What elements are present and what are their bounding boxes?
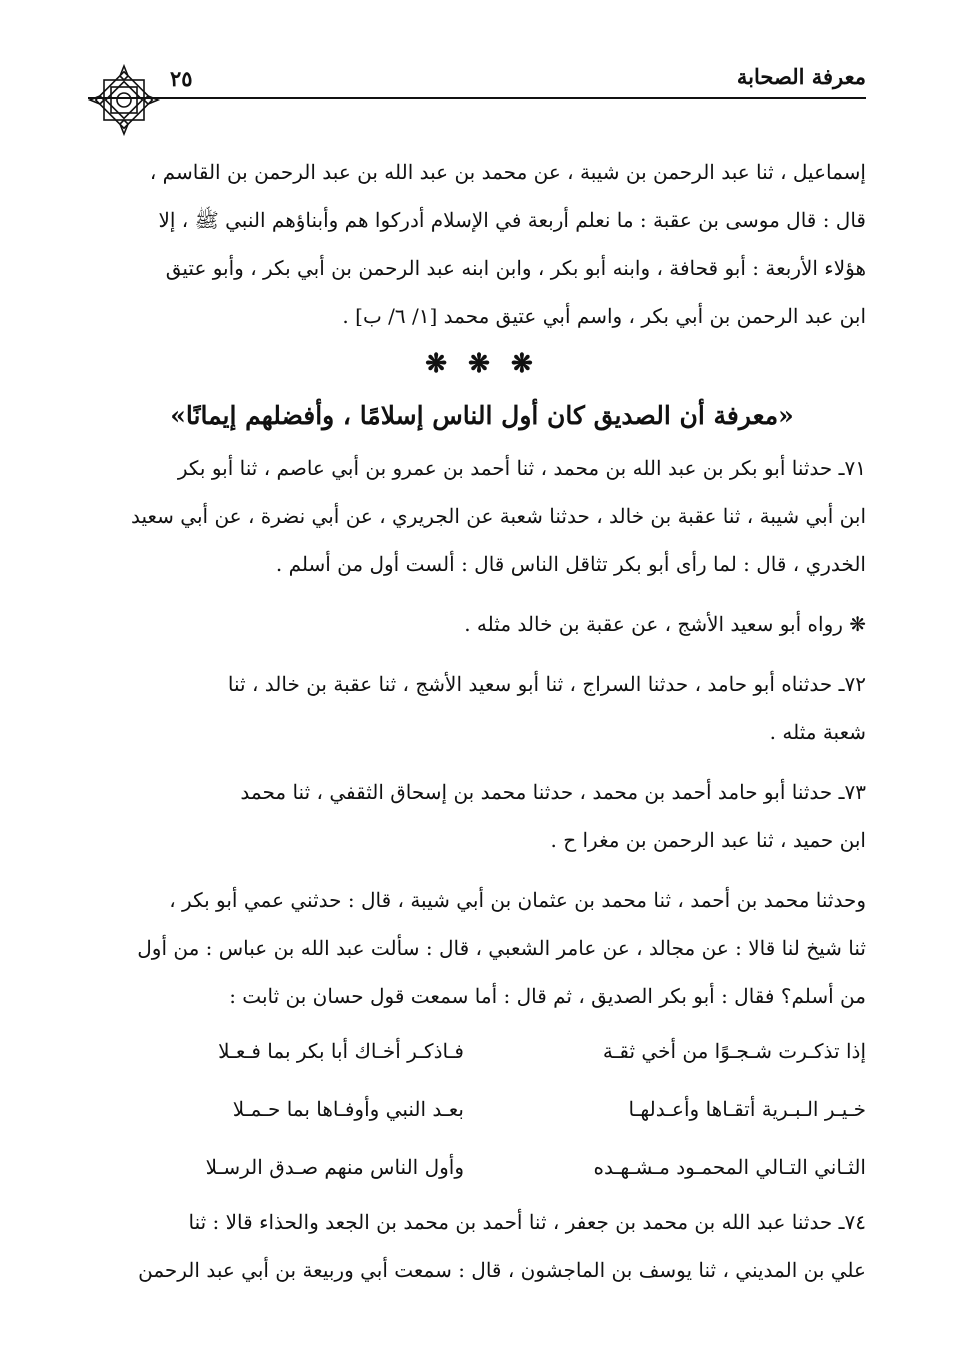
hadith-73-chain — [98, 876, 866, 1020]
verse-first-half: خـيـر الـبـرية أتقـاها وأعـدلهـا — [628, 1097, 866, 1121]
ornament-icon — [86, 62, 162, 138]
text-line: ٧١ـ حدثنا أبو بكر بن عبد الله بن محمد ، ثنا أحمد بن عمرو بن أبي عاصم ، ثنا أبو بكر — [177, 456, 866, 480]
text-line: الخدري ، قال : لما رأى أبو بكر تثاقل الناس قال : ألست أول من أسلم . — [275, 552, 866, 576]
text-line: هؤلاء الأربعة : أبو قحافة ، وابنه أبو بكر ، وابن ابنه عبد الرحمن بن أبي بكر ، وأبو عتيق — [165, 256, 866, 280]
verse-second-half: بعـد النبي وأوفـاها بما حـمـلا — [232, 1097, 464, 1121]
text-line: ابن عبد الرحمن بن أبي بكر ، واسم أبي عتيق محمد [١/ ٦/ ب] . — [342, 304, 866, 328]
hadith-73 — [98, 768, 866, 864]
hadith-74 — [98, 1198, 866, 1294]
section-heading: «معرفة أن الصديق كان أول الناس إسلامًا ، وأفضلهم إيمانًا» — [170, 401, 794, 430]
page-number: ٢٥ — [170, 66, 193, 91]
verse-second-half: فـاذكـر أخـاك أبا بكر بما فـعـلا — [218, 1039, 464, 1063]
hadith-71 — [98, 444, 866, 588]
text-line: ابن أبي شيبة ، ثنا عقبة بن خالد ، حدثنا شعبة عن الجريري ، عن أبي نضرة ، عن أبي سعيد — [131, 504, 866, 528]
poem-verse — [98, 1138, 866, 1196]
text-line: من أسلم؟ فقال : أبو بكر الصديق ، ثم قال : أما سمعت قول حسان بن ثابت : — [229, 984, 866, 1008]
hadith-72 — [98, 660, 866, 756]
text-line: ٧٤ـ حدثنا عبد الله بن محمد بن جعفر ، ثنا أحمد بن محمد بن الجعد والحذاء قالا : ثنا — [188, 1210, 866, 1234]
text-line: ابن حميد ، ثنا عبد الرحمن بن مغرا ح . — [550, 828, 866, 852]
poem — [98, 1022, 866, 1196]
text-line: شعبة مثله . — [769, 720, 866, 744]
header-rule — [88, 97, 866, 99]
text-line: ٧٣ـ حدثنا أبو حامد أحمد بن محمد ، حدثنا محمد بن إسحاق الثقفي ، ثنا محمد — [240, 780, 866, 804]
text-line: إسماعيل ، ثنا عبد الرحمن بن شيبة ، عن محمد بن عبد الله بن عبد الرحمن بن القاسم ، — [149, 160, 866, 184]
section-separator: ❋ ❋ ❋ — [425, 349, 539, 379]
verse-first-half: إذا تذكـرت شـجـوًا من أخي ثقـة — [602, 1039, 866, 1063]
poem-verse — [98, 1080, 866, 1138]
note-71 — [98, 600, 866, 648]
header-title: معرفة الصحابة — [736, 64, 866, 89]
text-line: قال : قال موسى بن عقبة : ما نعلم أربعة في الإسلام أدركوا هم وأبناؤهم النبي ﷺ ، إلا — [158, 208, 866, 232]
poem-verse — [98, 1022, 866, 1080]
text-line: ثنا شيخ لنا قالا : عن مجالد ، عن عامر الشعبي ، قال : سألت عبد الله بن عباس : من أول — [137, 936, 866, 960]
running-header — [88, 62, 866, 102]
text-body — [98, 148, 866, 1294]
verse-first-half: الثـاني التـالي المحمـود مـشـهـده — [593, 1155, 866, 1179]
paragraph-continuation — [98, 148, 866, 340]
text-line: ٧٢ـ حدثناه أبو حامد ، حدثنا السراج ، ثنا أبو سعيد الأشج ، ثنا عقبة بن خالد ، ثنا — [227, 672, 866, 696]
text-line: وحدثنا محمد بن أحمد ، ثنا محمد بن عثمان بن أبي شيبة ، قال : حدثني عمي أبو بكر ، — [169, 888, 866, 912]
text-line: علي بن المديني ، ثنا يوسف بن الماجشون ، قال : سمعت أبي وربيعة بن أبي عبد الرحمن — [138, 1258, 866, 1282]
note-line: ❋ رواه أبو سعيد الأشج ، عن عقبة بن خالد مثله . — [464, 612, 866, 636]
verse-second-half: وأول الناس منهم صـدق الرسـلا — [205, 1155, 464, 1179]
